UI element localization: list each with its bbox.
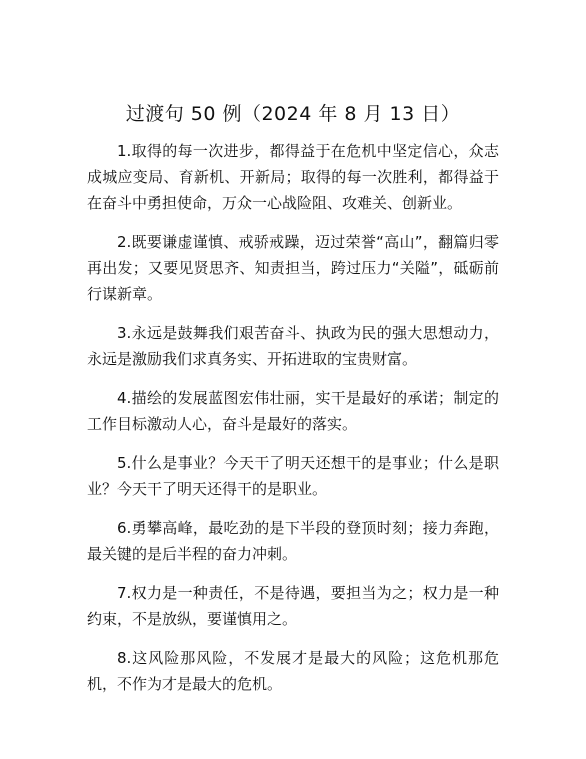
document-title: 过渡句 50 例（2024 年 8 月 13 日）: [125, 103, 461, 125]
paragraph-6: 6.勇攀高峰，最吃劲的是下半段的登顶时刻；接力奔跑，最关键的是后半程的奋力冲刺。: [87, 519, 499, 563]
document-body: [87, 138, 499, 710]
paragraph-3: 3.永远是鼓舞我们艰苦奋斗、执政为民的强大思想动力，永远是激励我们求真务实、开拓进取的宝贵财富。: [87, 324, 499, 368]
paragraph-8: 8.这风险那风险，不发展才是最大的风险；这危机那危机，不作为才是最大的危机。: [87, 649, 499, 693]
paragraph-1: 1.取得的每一次进步，都得益于在危机中坚定信心，众志成城应变局、育新机、开新局；取得的每一次胜利，都得益于在奋斗中勇担使命，万众一心战险阻、攻难关、创新业。: [87, 142, 499, 212]
paragraph-7: 7.权力是一种责任，不是待遇，要担当为之；权力是一种约束，不是放纵，要谨慎用之。: [87, 584, 499, 628]
paragraph-5: 5.什么是事业？今天干了明天还想干的是事业；什么是职业？今天干了明天还得干的是职业。: [87, 454, 499, 498]
paragraph-2: 2.既要谦虚谨慎、戒骄戒躁，迈过荣誉“高山”，翻篇归零再出发；又要见贤思齐、知责担当，跨过压力“关隘”，砥砺前行谋新章。: [87, 233, 499, 303]
paragraph-4: 4.描绘的发展蓝图宏伟壮丽，实干是最好的承诺；制定的工作目标激动人心，奋斗是最好的落实。: [87, 389, 499, 433]
